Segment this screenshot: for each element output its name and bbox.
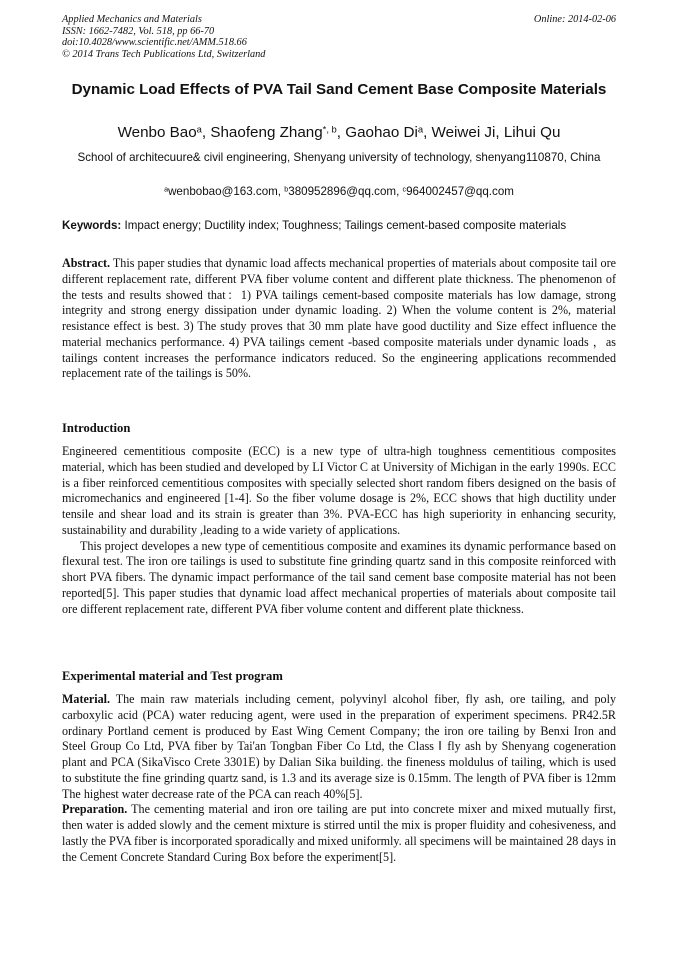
preparation-text: The cementing material and iron ore tailing are put into concrete mixer and mixed mutually first, then water is added slowly and the cement mixture is stirred until the mix is proper fluidity and cohesiveness, and lastly the PVA fiber is incorporated sporadically and mixed uniformly. all specimens will be maintained 28 days in the Cement Concrete Standard Curing Box before the experiment[5]. bbox=[62, 802, 616, 864]
material-paragraph bbox=[62, 692, 616, 802]
doi-line: doi:10.4028/www.scientific.net/AMM.518.66 bbox=[62, 37, 247, 48]
introduction-body bbox=[62, 444, 616, 617]
experimental-body bbox=[62, 692, 616, 865]
paper-title: Dynamic Load Effects of PVA Tail Sand Cement Base Composite Materials bbox=[71, 81, 607, 98]
email-address: wenbobao@163.com, bbox=[168, 185, 285, 198]
abstract-label: Abstract. bbox=[62, 256, 111, 270]
email-mark: b bbox=[284, 184, 289, 194]
intro-paragraph-1: Engineered cementitious composite (ECC) is a new type of ultra-high toughness cementitious composites material, which has been studied and developed by LI Victor C at University of Michigan in the early 1990s. ECC is a fiber reinforced cementitious composites with specially selected short random fibers designed on the basis of micromechanics and engineered [1-4]. So the fiber volume dosage is 2%, ECC shows that high ductility under tensile and shear load and its strain is greater than 3%. PVA-ECC has high superiority in enhancing security, sustainability and durability ,leading to a wide variety of applications. bbox=[62, 444, 616, 537]
author-separator: , bbox=[423, 124, 432, 141]
journal-header bbox=[62, 14, 616, 60]
copyright-line: © 2014 Trans Tech Publications Ltd, Switzerland bbox=[62, 48, 266, 60]
issn-line: ISSN: 1662-7482, Vol. 518, pp 66-70 bbox=[62, 25, 215, 37]
journal-name: Applied Mechanics and Materials bbox=[62, 14, 202, 25]
intro-paragraph-2: This project developes a new type of cementitious composite and examines its dynamic performance based on flexural test. The iron ore tailings is used to substitute fine grinding quartz sand in this composite reinforced with short PVA fibers. The dynamic impact performance of the tail sand cement base composite material has not been reported[5]. This paper studies that dynamic load affect mechanical properties of materials about composite tail ore different replacement rate, different PVA fiber volume content and different plate thickness. bbox=[62, 538, 616, 616]
author-affil-mark: a bbox=[196, 123, 202, 135]
material-text: The main raw materials including cement, polyvinyl alcohol fiber, fly ash, ore tailing, and poly carboxylic acid (PCA) water reducing agent, were used in the preparation of experiment specimens. PR42.5R ordinary Portland cement is produced by East Wing Cement Company; the iron ore tailing by Benxi Iron and Steel Group Co Ltd, PVA fiber by Tai'an Tongban Fiber Co Ltd, the Class Ⅰ fly ash by Shenyang cogeneration plant and PCA (SikaVisco Crete 3301E) by Dalian Sika building. the fineness moldulus of tailing, which is used to substitute the fine grinding quartz sand, is 1.3 and its average size is 0.15mm. The length of PVA fiber is 12mm The highest water decrease rate of the PCA can reach 40%[5]. bbox=[62, 692, 616, 801]
email-list bbox=[62, 184, 616, 200]
author-name: Shaofeng Zhang bbox=[210, 124, 323, 141]
email-mark: a bbox=[164, 184, 169, 194]
author-affil-mark: a bbox=[417, 123, 424, 135]
preparation-paragraph bbox=[62, 802, 616, 865]
keywords-text: Impact energy; Ductility index; Toughness; Tailings cement-based composite materials bbox=[121, 219, 567, 232]
author-names-rest: Weiwei Ji, Lihui Qu bbox=[431, 124, 561, 141]
keywords bbox=[62, 218, 616, 234]
affiliation: School of architecuure& civil engineering, Shenyang university of technology, shenyang110870, China bbox=[77, 151, 601, 164]
author-name: Gaohao Di bbox=[345, 124, 418, 141]
preparation-label: Preparation. bbox=[62, 802, 128, 817]
email-mark: c bbox=[402, 184, 407, 194]
abstract-text: This paper studies that dynamic load affects mechanical properties of materials about composite tail ore different replacement rate, different PVA fiber volume content and different plate thickness. The phenomenon of the tests and results showed that：1) PVA tailings cement-based composite materials has low damage, strong integrity and strong energy dissipation under dynamic loading. 2) When the volume content is 2%, material resistance effect is best. 3) The study proves that 30 mm plate have good ductility and Size effect influence the material mechanics performance. 4) PVA tailings cement -based composite materials under dynamic loads ，as tailings content increases the performance indicators reduced. So the engineering applications recommended replacement rate of the tailings is 50%. bbox=[62, 256, 616, 381]
author-separator: , bbox=[201, 124, 211, 141]
online-date: Online: 2014-02-06 bbox=[533, 14, 616, 25]
email-address: 964002457@qq.com bbox=[406, 185, 514, 198]
author-name: Wenbo Bao bbox=[117, 124, 197, 141]
keywords-label: Keywords: bbox=[62, 219, 122, 232]
material-label: Material. bbox=[62, 692, 111, 706]
author-separator: , bbox=[336, 124, 346, 141]
introduction-heading: Introduction bbox=[62, 421, 131, 435]
experimental-heading: Experimental material and Test program bbox=[62, 669, 283, 683]
abstract bbox=[62, 256, 616, 382]
author-list bbox=[62, 124, 616, 142]
author-affil-mark: *, b bbox=[322, 123, 337, 135]
email-address: 380952896@qq.com, bbox=[288, 185, 403, 198]
